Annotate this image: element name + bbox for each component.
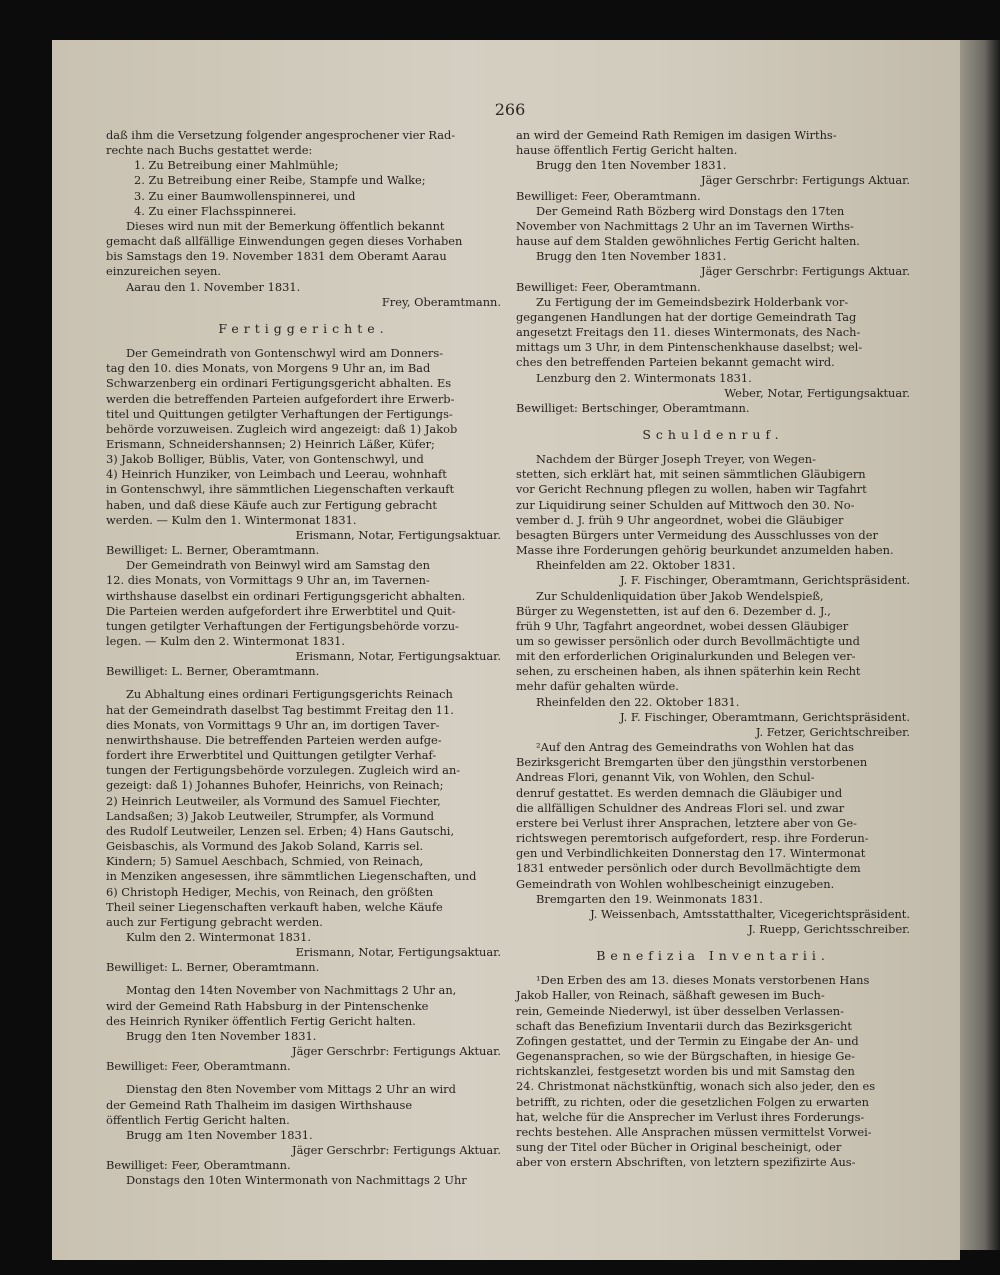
signature: Weber, Notar, Fertigungsaktuar. (724, 385, 910, 400)
text-line: Montag den 14ten November von Nachmittags 2 Uhr an, (126, 983, 457, 998)
signature: Frey, Oberamtmann. (381, 294, 501, 309)
text-line: hat, welche für die Ansprecher im Verlust ihres Forderungs- (516, 1109, 865, 1124)
list-item: 2. Zu Betreibung einer Reibe, Stampfe und Walke; (134, 173, 426, 188)
text-line: rechts bestehen. Alle Ansprachen müssen vermittelst Vorwei- (516, 1124, 872, 1139)
signature: J. Weissenbach, Amtsstatthalter, Vicegerichtspräsident. (590, 906, 910, 921)
text-line: titel und Quittungen getilgter Verhaftungen der Fertigungs- (106, 406, 453, 421)
text-line: in Gontenschwyl, ihre sämmtlichen Liegenschaften verkauft (106, 482, 455, 497)
text-line: schaft das Benefizium Inventarii durch das Bezirksgericht (516, 1018, 852, 1033)
text-line: 24. Christmonat nächstkünftig, wonach sich also jeder, den es (516, 1079, 876, 1094)
list-item: 3. Zu einer Baumwollenspinnerei, und (134, 188, 356, 203)
text-line: werden. — Kulm den 1. Wintermonat 1831. (106, 512, 357, 527)
signature: J. F. Fischinger, Oberamtmann, Gerichtspräsident. (620, 709, 910, 724)
dateline: Brugg den 1ten November 1831. (536, 249, 727, 264)
dateline: Lenzburg den 2. Wintermonats 1831. (536, 370, 752, 385)
text-line: Der Gemeindrath von Beinwyl wird am Samstag den (126, 558, 431, 573)
approval: Bewilliget: L. Berner, Oberamtmann. (106, 543, 320, 558)
list-item: 4. Zu einer Flachsspinnerei. (134, 203, 297, 218)
text-line: behörde vorzuweisen. Zugleich wird angezeigt: daß 1) Jakob (106, 421, 458, 436)
text-line: gen und Verbindlichkeiten Donnerstag den 17. Wintermonat (516, 846, 866, 861)
text-line: die allfälligen Schuldner des Andreas Flori sel. und zwar (516, 800, 845, 815)
text-line: Der Gemeindrath von Gontenschwyl wird am Donners- (126, 346, 444, 361)
text-line: rechte nach Buchs gestattet werde: (106, 143, 313, 158)
approval: Bewilliget: Bertschinger, Oberamtmann. (516, 400, 750, 415)
dateline: Aarau den 1. November 1831. (126, 279, 301, 294)
approval: Bewilliget: Feer, Oberamtmann. (516, 279, 701, 294)
signature: J. F. Fischinger, Oberamtmann, Gerichtspräsident. (620, 573, 910, 588)
text-line: angesetzt Freitags den 11. dieses Wintermonats, des Nach- (516, 325, 861, 340)
text-line: 6) Christoph Hediger, Mechis, von Reinach, den größten (106, 884, 434, 899)
text-line: Dieses wird nun mit der Bemerkung öffentlich bekannt (126, 218, 445, 233)
text-line: an wird der Gemeind Rath Remigen im dasigen Wirths- (516, 128, 837, 142)
left-column (106, 128, 501, 1188)
text-line: erstere bei Verlust ihrer Ansprachen, letztere aber von Ge- (516, 815, 857, 830)
text-line: 2) Heinrich Leutweiler, als Vormund des Samuel Fiechter, (106, 793, 441, 808)
text-line: Bezirksgericht Bremgarten über den jüngsthin verstorbenen (516, 755, 868, 770)
text-line: 3) Jakob Bolliger, Büblis, Vater, von Gontenschwyl, und (106, 452, 424, 467)
text-line: haben, und daß diese Käufe auch zur Fertigung gebracht (106, 497, 438, 512)
text-line: stetten, sich erklärt hat, mit seinen sämmtlichen Gläubigern (516, 467, 866, 482)
signature: Erismann, Notar, Fertigungsaktuar. (295, 649, 501, 664)
text-line: Andreas Flori, genannt Vik, von Wohlen, den Schul- (516, 770, 815, 785)
list-item: 1. Zu Betreibung einer Mahlmühle; (134, 158, 339, 173)
approval: Bewilliget: Feer, Oberamtmann. (516, 188, 701, 203)
text-line: mit den erforderlichen Originalurkunden und Belegen ver- (516, 649, 856, 664)
text-line: daß ihm die Versetzung folgender angesprochener vier Rad- (106, 128, 456, 142)
text-line: dies Monats, von Vormittags 9 Uhr an, im dortigen Taver- (106, 717, 440, 732)
text-line: ¹Den Erben des am 13. dieses Monats verstorbenen Hans (536, 973, 870, 988)
text-line: tungen der Fertigungsbehörde vorzulegen. Zugleich wird an- (106, 763, 461, 778)
text-line: mehr dafür gehalten würde. (516, 679, 679, 694)
text-line: Donstags den 10ten Wintermonath von Nachmittags 2 Uhr (126, 1173, 467, 1188)
text-line: 12. dies Monats, von Vormittags 9 Uhr an, im Tavernen- (106, 573, 430, 588)
text-line: legen. — Kulm den 2. Wintermonat 1831. (106, 634, 345, 648)
text-line: wirthshause daselbst ein ordinari Fertigungsgericht abhalten. (106, 588, 466, 603)
text-line: Theil seiner Liegenschaften verkauft haben, welche Käufe (106, 899, 443, 914)
section-heading-schuldenruf: Schuldenruf. (642, 426, 784, 442)
text-line: hause öffentlich Fertig Gericht halten. (516, 143, 738, 158)
text-line: tungen getilgter Verhaftungen der Fertigungsbehörde vorzu- (106, 618, 459, 633)
dateline: Kulm den 2. Wintermonat 1831. (126, 929, 311, 944)
text-line: aber von erstern Abschriften, von letztern spezifizirte Aus- (516, 1155, 856, 1170)
text-line: zur Liquidirung seiner Schulden auf Mittwoch den 30. No- (516, 497, 855, 512)
dateline: Rheinfelden am 22. Oktober 1831. (536, 558, 736, 573)
dateline: Rheinfelden den 22. Oktober 1831. (536, 694, 740, 709)
text-line: Jakob Haller, von Reinach, säßhaft gewesen im Buch- (516, 988, 825, 1003)
text-line: Zur Schuldenliquidation über Jakob Wendelspieß, (536, 588, 824, 603)
signature: Jäger Gerschrbr: Fertigungs Aktuar. (701, 264, 910, 279)
text-line: besagten Bürgers unter Vermeidung des Ausschlusses von der (516, 527, 878, 542)
text-line: Kindern; 5) Samuel Aeschbach, Schmied, von Reinach, (106, 854, 424, 869)
signature: Erismann, Notar, Fertigungsaktuar. (295, 527, 501, 542)
dateline: Brugg am 1ten November 1831. (126, 1127, 313, 1142)
text-line: hat der Gemeindrath daselbst Tag bestimmt Freitag den 11. (106, 702, 454, 717)
text-line: Erismann, Schneidershannsen; 2) Heinrich Läßer, Küfer; (106, 436, 435, 451)
text-line: der Gemeind Rath Thalheim im dasigen Wirthshause (106, 1097, 413, 1112)
signature: Jäger Gerschrbr: Fertigungs Aktuar. (701, 173, 910, 188)
approval: Bewilliget: L. Berner, Oberamtmann. (106, 664, 320, 679)
text-line: richtskanzlei, festgesetzt worden bis und mit Samstag den (516, 1064, 855, 1079)
text-line: auch zur Fertigung gebracht werden. (106, 914, 323, 929)
text-line: gemacht daß allfällige Einwendungen gegen dieses Vorhaben (106, 234, 463, 249)
text-line: ²Auf den Antrag des Gemeindraths von Wohlen hat das (536, 740, 854, 755)
text-line: Gemeindrath von Wohlen wohlbescheinigt einzugeben. (516, 876, 835, 891)
text-line: einzureichen seyen. (106, 264, 222, 279)
text-line: Dienstag den 8ten November vom Mittags 2 Uhr an wird (126, 1082, 456, 1097)
text-line: in Menziken angesessen, ihre sämmtlichen Liegenschaften, und (106, 869, 477, 884)
text-line: Gegenansprachen, so wie der Bürgschaften, in hiesige Ge- (516, 1049, 855, 1064)
text-line: rein, Gemeinde Niederwyl, ist über desselben Verlassen- (516, 1003, 844, 1018)
text-line: 1831 entweder persönlich oder durch Bevollmächtigte dem (516, 861, 861, 876)
page-edge (960, 40, 1000, 1250)
text-line: tag den 10. dies Monats, von Morgens 9 Uhr an, im Bad (106, 361, 431, 376)
text-line: sung der Titel oder Bücher in Original bescheinigt, oder (516, 1140, 842, 1154)
text-line: November von Nachmittags 2 Uhr an im Tavernen Wirths- (516, 218, 854, 233)
text-line: hause auf dem Stalden gewöhnliches Fertig Gericht halten. (516, 234, 860, 249)
dateline: Bremgarten den 19. Weinmonats 1831. (536, 891, 763, 906)
text-line: werden die betreffenden Parteien aufgefordert ihre Erwerb- (106, 391, 455, 406)
text-line: um so gewisser persönlich oder durch Bevollmächtigte und (516, 634, 860, 648)
text-line: ches den betreffenden Parteien bekannt gemacht wird. (516, 355, 835, 370)
approval: Bewilliget: L. Berner, Oberamtmann. (106, 960, 320, 975)
approval: Bewilliget: Feer, Oberamtmann. (106, 1158, 291, 1173)
text-line: richtswegen peremtorisch aufgefordert, resp. ihre Forderun- (516, 831, 869, 846)
text-line: mittags um 3 Uhr, in dem Pintenschenkhause daselbst; wel- (516, 340, 863, 355)
text-line: bis Samstags den 19. November 1831 dem Oberamt Aarau (106, 249, 447, 264)
text-line: fordert ihre Erwerbtitel und Quittungen getilgter Verhaf- (106, 748, 437, 763)
signature: J. Ruepp, Gerichtsschreiber. (748, 921, 910, 936)
text-line: vor Gericht Rechnung pflegen zu wollen, haben wir Tagfahrt (516, 482, 867, 497)
signature: Jäger Gerschrbr: Fertigungs Aktuar. (292, 1044, 501, 1059)
text-line: Landsaßen; 3) Jakob Leutweiler, Strumpfer, als Vormund (106, 808, 435, 823)
text-line: wird der Gemeind Rath Habsburg in der Pintenschenke (106, 998, 429, 1013)
signature: J. Fetzer, Gerichtschreiber. (755, 724, 910, 739)
signature: Erismann, Notar, Fertigungsaktuar. (295, 945, 501, 960)
text-line: nenwirthshause. Die betreffenden Parteien werden aufge- (106, 732, 442, 747)
text-line: Geisbaschis, als Vormund des Jakob Soland, Karris sel. (106, 839, 424, 854)
text-line: des Heinrich Ryniker öffentlich Fertig Gericht halten. (106, 1013, 416, 1028)
approval: Bewilliget: Feer, Oberamtmann. (106, 1059, 291, 1074)
text-line: betrifft, zu richten, oder die gesetzlichen Folgen zu erwarten (516, 1094, 869, 1109)
text-line: sehen, zu erscheinen haben, als ihnen späterhin kein Recht (516, 664, 861, 679)
text-line: des Rudolf Leutweiler, Lenzen sel. Erben; 4) Hans Gautschi, (106, 823, 455, 838)
text-line: Der Gemeind Rath Bözberg wird Donstags den 17ten (536, 203, 845, 218)
text-line: Zofingen gestattet, und der Termin zu Eingabe der An- und (516, 1033, 859, 1048)
section-heading-benefizia: Benefizia Inventarii. (596, 948, 830, 964)
text-line: Masse ihre Forderungen gehörig beurkundet anzumelden haben. (516, 543, 894, 558)
page-number: 266 (494, 100, 526, 119)
text-line: Schwarzenberg ein ordinari Fertigungsgericht abhalten. Es (106, 376, 452, 391)
text-line: denruf gestattet. Es werden demnach die Gläubiger und (516, 785, 843, 800)
text-line: Zu Fertigung der im Gemeindsbezirk Holderbank vor- (536, 294, 849, 309)
text-line: gezeigt: daß 1) Johannes Buhofer, Heinrichs, von Reinach; (106, 778, 444, 793)
text-line: Bürger zu Wegenstetten, ist auf den 6. Dezember d. J., (516, 603, 831, 618)
section-heading-fertiggerichte: Fertiggerichte. (218, 320, 389, 336)
dateline: Brugg den 1ten November 1831. (126, 1028, 317, 1043)
text-line: Nachdem der Bürger Joseph Treyer, von Wegen- (536, 452, 816, 467)
right-column (516, 128, 910, 1170)
dateline: Brugg den 1ten November 1831. (536, 158, 727, 173)
signature: Jäger Gerschrbr: Fertigungs Aktuar. (292, 1143, 501, 1157)
text-line: vember d. J. früh 9 Uhr angeordnet, wobei die Gläubiger (516, 512, 844, 527)
text-line: öffentlich Fertig Gericht halten. (106, 1112, 290, 1127)
text-line: 4) Heinrich Hunziker, von Leimbach und Leerau, wohnhaft (106, 467, 447, 482)
text-line: Zu Abhaltung eines ordinari Fertigungsgerichts Reinach (126, 687, 453, 702)
text-line: Die Parteien werden aufgefordert ihre Erwerbtitel und Quit- (106, 603, 456, 618)
text-line: früh 9 Uhr, Tagfahrt angeordnet, wobei dessen Gläubiger (516, 618, 849, 633)
text-line: gegangenen Handlungen hat der dortige Gemeindrath Tag (516, 309, 857, 324)
